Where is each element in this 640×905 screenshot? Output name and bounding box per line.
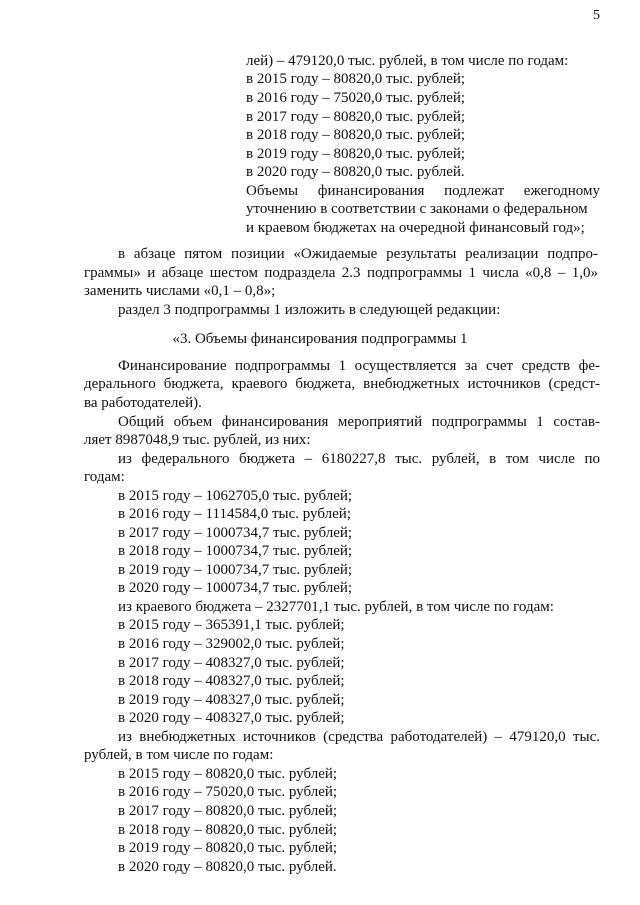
offbudget-year-line: в 2018 году – 80820,0 тыс. рублей; [118,822,338,838]
text-line: лей) – 479120,0 тыс. рублей, в том числе по годам: [246,53,569,69]
regional-year-line: в 2017 году – 408327,0 тыс. рублей; [118,655,345,671]
offbudget-year-line: в 2015 году – 80820,0 тыс. рублей; [118,766,338,782]
federal-year-line: в 2017 году – 1000734,7 тыс. рублей; [118,525,353,541]
federal-year-line: в 2016 году – 1114584,0 тыс. рублей; [118,506,351,522]
federal-line: из федерального бюджета – 6180227,8 тыс. рублей, в том числе по [118,451,600,467]
amendment-line: граммы» и абзаце шестом подраздела 2.3 подпрограммы 1 числа «0,8 – 1,0» [84,265,598,281]
note-line: уточнению в соответствии с законами о федеральном [246,201,588,217]
federal-year-line: в 2018 году – 1000734,7 тыс. рублей; [118,543,353,559]
amendment-line: раздел 3 подпрограммы 1 изложить в следующей редакции: [118,302,501,318]
offbudget-year-line: в 2020 году – 80820,0 тыс. рублей. [118,859,337,875]
intro-line: дерального бюджета, краевого бюджета, внебюджетных источников (средст- [84,376,600,392]
text-line: в 2020 году – 80820,0 тыс. рублей. [246,164,465,180]
page-number: 5 [593,8,600,23]
offbudget-year-line: в 2017 году – 80820,0 тыс. рублей; [118,803,338,819]
text-line: в 2016 году – 75020,0 тыс. рублей; [246,90,466,106]
offbudget-year-line: в 2019 году – 80820,0 тыс. рублей; [118,840,338,856]
total-line: ляет 8987048,9 тыс. рублей, из них: [84,432,311,448]
text-line: в 2018 году – 80820,0 тыс. рублей; [246,127,466,143]
offbudget-line: рублей, в том числе по годам: [84,747,274,763]
offbudget-line: из внебюджетных источников (средства работодателей) – 479120,0 тыс. [118,729,600,745]
text-line: в 2017 году – 80820,0 тыс. рублей; [246,109,466,125]
amendment-line: в абзаце пятом позиции «Ожидаемые результаты реализации подпро- [118,246,598,262]
section-heading: «3. Объемы финансирования подпрограммы 1 [172,331,468,347]
federal-year-line: в 2015 году – 1062705,0 тыс. рублей; [118,488,353,504]
text-line: в 2015 году – 80820,0 тыс. рублей; [246,71,466,87]
regional-line: из краевого бюджета – 2327701,1 тыс. рублей, в том числе по годам: [118,599,554,615]
amendment-line: заменить числами «0,1 – 0,8»; [84,283,276,299]
federal-line: годам: [84,469,125,485]
federal-year-line: в 2019 году – 1000734,7 тыс. рублей; [118,562,353,578]
text-line: в 2019 году – 80820,0 тыс. рублей; [246,146,466,162]
regional-year-line: в 2015 году – 365391,1 тыс. рублей; [118,617,345,633]
federal-year-line: в 2020 году – 1000734,7 тыс. рублей; [118,580,353,596]
regional-year-line: в 2016 году – 329002,0 тыс. рублей; [118,636,345,652]
regional-year-line: в 2019 году – 408327,0 тыс. рублей; [118,692,345,708]
total-line: Общий объем финансирования мероприятий подпрограммы 1 состав- [118,414,600,430]
regional-year-line: в 2020 году – 408327,0 тыс. рублей; [118,710,345,726]
note-line: Объемы финансирования подлежат ежегодному [246,183,600,199]
intro-line: Финансирование подпрограммы 1 осуществляется за счет средств фе- [118,358,600,374]
regional-year-line: в 2018 году – 408327,0 тыс. рублей; [118,673,345,689]
note-line: и краевом бюджетах на очередной финансовый год»; [246,220,585,236]
offbudget-year-line: в 2016 году – 75020,0 тыс. рублей; [118,784,338,800]
intro-line: ва работодателей). [84,395,202,411]
